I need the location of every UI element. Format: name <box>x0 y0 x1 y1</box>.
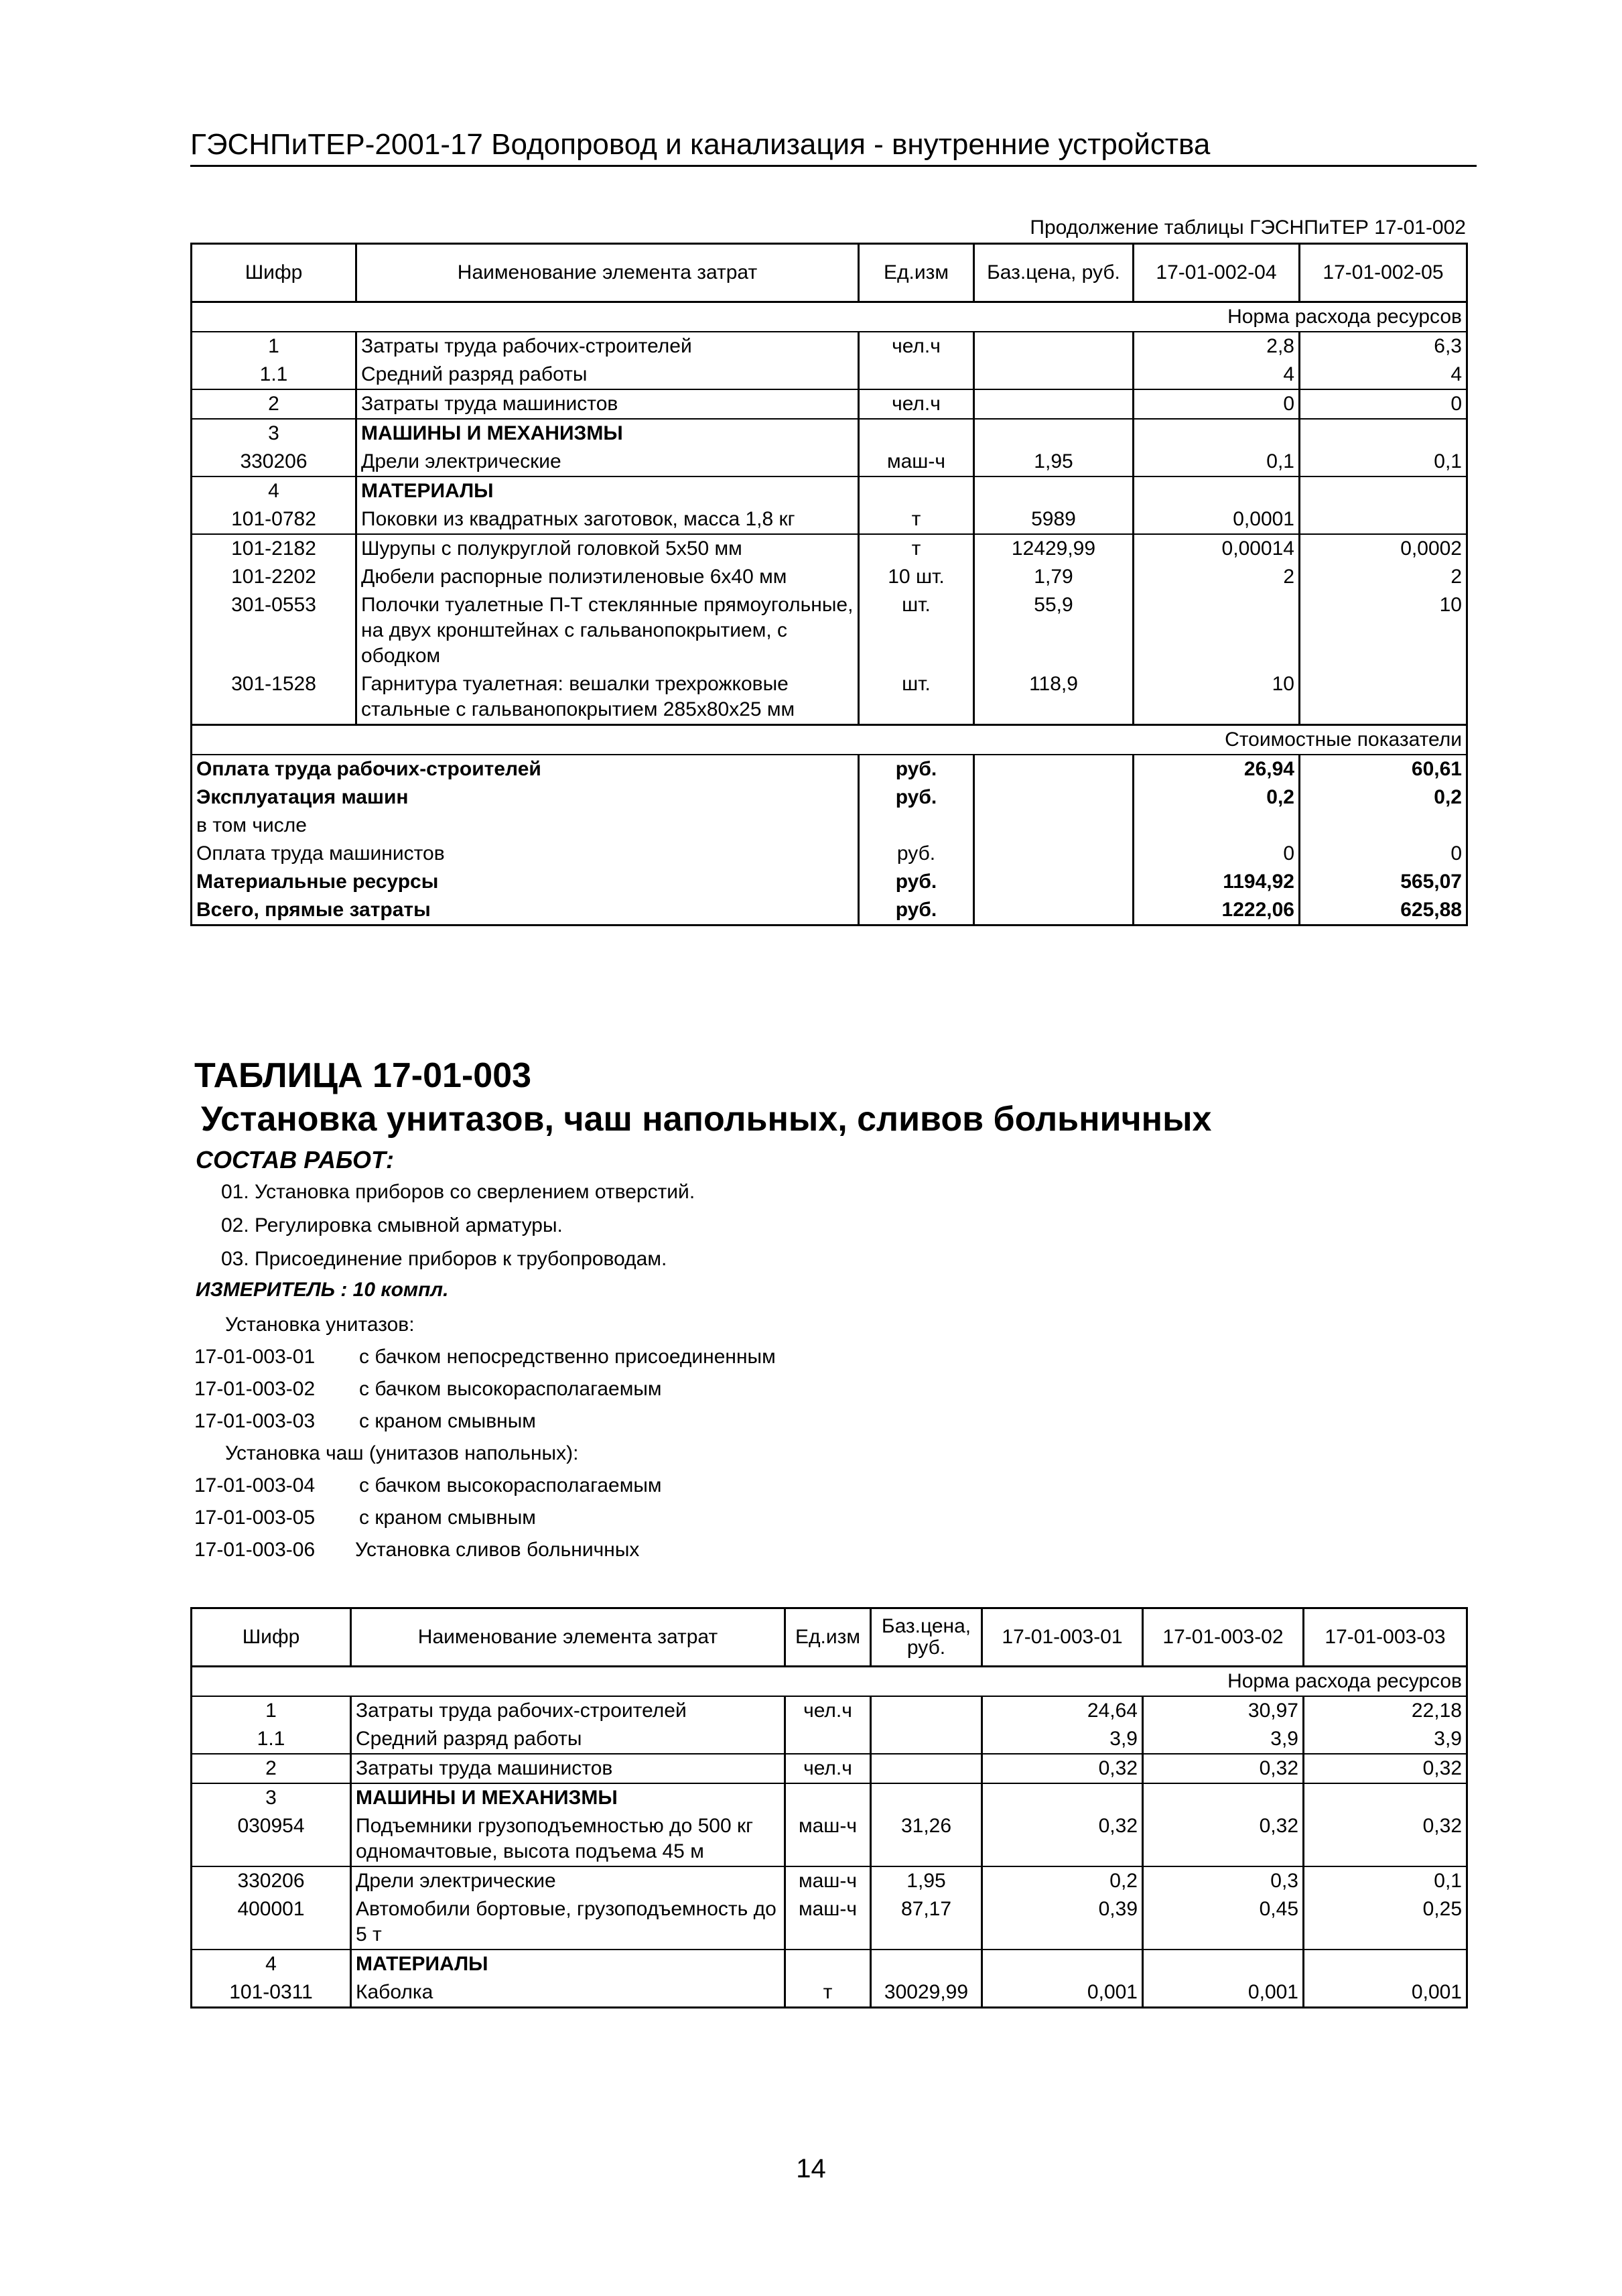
row-value-1: 0,32 <box>982 1754 1143 1783</box>
table-row <box>192 448 1467 476</box>
table-row <box>192 505 1467 534</box>
row-unit: чел.ч <box>785 1754 871 1783</box>
row-price <box>974 332 1134 361</box>
row-name: Средний разряд работы <box>351 1725 785 1754</box>
norm-caption: Норма расхода ресурсов <box>192 302 1467 332</box>
variant-code: 17-01-003-06 <box>194 1539 316 1561</box>
row-value-2 <box>1300 419 1467 448</box>
row-unit <box>859 361 974 389</box>
row-value-2 <box>1300 505 1467 534</box>
row-price <box>871 1950 982 1978</box>
table-row <box>192 563 1467 591</box>
cost-name: в том числе <box>192 812 859 840</box>
cost-value-2: 60,61 <box>1300 755 1467 783</box>
page-header: ГЭСНПиТЕР-2001-17 Водопровод и канализация - внутренние устройства <box>190 127 1477 167</box>
row-name: Шурупы с полукруглой головкой 5х50 мм <box>356 534 859 563</box>
table-row <box>192 1754 1467 1783</box>
variant-code: 17-01-003-03 <box>194 1410 316 1432</box>
table-row <box>192 591 1467 670</box>
row-unit: шт. <box>859 591 974 670</box>
row-name: Автомобили бортовые, грузоподъемность до 5 т <box>351 1895 785 1950</box>
cost-name: Всего, прямые затраты <box>192 896 859 926</box>
row-price: 5989 <box>974 505 1134 534</box>
work-item: 03. Присоединение приборов к трубопроводам. <box>221 1248 667 1270</box>
table-row <box>192 1950 1467 1978</box>
row-value-3: 0,25 <box>1304 1895 1467 1950</box>
row-value-3: 3,9 <box>1304 1725 1467 1754</box>
row-code: 101-0311 <box>229 1981 313 2003</box>
row-value-1: 0 <box>1134 389 1300 419</box>
row-code: 330206 <box>192 1866 351 1895</box>
row-code: 101-0782 <box>231 508 316 530</box>
col-header-variant-2: 17-01-002-05 <box>1300 244 1467 302</box>
cost-row <box>192 812 1467 840</box>
row-price <box>871 1783 982 1812</box>
row-name: МАТЕРИАЛЫ <box>356 476 859 505</box>
cost-unit: руб. <box>859 755 974 783</box>
col-header-variant-2: 17-01-003-02 <box>1143 1608 1304 1667</box>
row-price <box>871 1754 982 1783</box>
table-row <box>192 1696 1467 1725</box>
row-value-1: 0,32 <box>982 1812 1143 1866</box>
cost-name: Материальные ресурсы <box>192 868 859 896</box>
row-unit: т <box>859 505 974 534</box>
col-header-unit: Ед.изм <box>785 1608 871 1667</box>
col-header-code: Шифр <box>192 1608 351 1667</box>
row-value-1: 4 <box>1134 361 1300 389</box>
row-value-2: 4 <box>1300 361 1467 389</box>
row-price: 87,17 <box>871 1895 982 1950</box>
variant-code: 17-01-003-01 <box>194 1346 316 1368</box>
row-value-1 <box>1134 419 1300 448</box>
row-value-2: 0,45 <box>1143 1895 1304 1950</box>
cost-name: Оплата труда машинистов <box>192 840 859 868</box>
row-unit <box>859 476 974 505</box>
row-unit <box>859 419 974 448</box>
row-price: 31,26 <box>871 1812 982 1866</box>
row-price: 12429,99 <box>974 534 1134 563</box>
row-unit: чел.ч <box>859 389 974 419</box>
variant-code: 17-01-003-04 <box>194 1474 316 1496</box>
cost-unit: руб. <box>859 868 974 896</box>
row-name: МАТЕРИАЛЫ <box>351 1950 785 1978</box>
row-name: Каболка <box>351 1978 785 2008</box>
row-value-1: 0,2 <box>982 1866 1143 1895</box>
work-item: 01. Установка приборов со сверлением отверстий. <box>221 1181 695 1203</box>
row-value-1: 0,1 <box>1134 448 1300 476</box>
row-unit: чел.ч <box>785 1696 871 1725</box>
row-value-2 <box>1300 670 1467 725</box>
table-row <box>192 1783 1467 1812</box>
row-name: Затраты труда машинистов <box>356 389 859 419</box>
cost-price <box>974 783 1134 812</box>
cost-price <box>974 755 1134 783</box>
row-price: 1,95 <box>871 1866 982 1895</box>
row-value-1 <box>982 1950 1143 1978</box>
row-name: МАШИНЫ И МЕХАНИЗМЫ <box>351 1783 785 1812</box>
variant-text: с краном смывным <box>359 1410 536 1432</box>
work-composition-heading: СОСТАВ РАБОТ: <box>196 1146 394 1173</box>
row-value-3: 0,32 <box>1304 1812 1467 1866</box>
row-price: 30029,99 <box>871 1978 982 2008</box>
work-item: 02. Регулировка смывной арматуры. <box>221 1214 563 1236</box>
col-header-name: Наименование элемента затрат <box>356 244 859 302</box>
norm-caption: Норма расхода ресурсов <box>192 1667 1467 1697</box>
row-value-1: 2 <box>1134 563 1300 591</box>
table-row <box>192 332 1467 361</box>
row-code: 3 <box>192 1783 351 1812</box>
cost-price <box>974 868 1134 896</box>
row-name: Поковки из квадратных заготовок, масса 1,8 кг <box>356 505 859 534</box>
table-continuation-caption: Продолжение таблицы ГЭСНПиТЕР 17-01-002 <box>1030 216 1466 239</box>
row-value-1: 0,001 <box>982 1978 1143 2008</box>
table-row <box>192 389 1467 419</box>
row-value-3: 0,32 <box>1304 1754 1467 1783</box>
table-row <box>192 361 1467 389</box>
row-code: 2 <box>192 389 356 419</box>
table-title: ТАБЛИЦА 17-01-003 <box>194 1056 532 1095</box>
table-row <box>192 1895 1467 1950</box>
table-row <box>192 419 1467 448</box>
col-header-code: Шифр <box>192 244 356 302</box>
row-value-2: 30,97 <box>1143 1696 1304 1725</box>
row-value-2: 0,001 <box>1143 1978 1304 2008</box>
row-value-3 <box>1304 1950 1467 1978</box>
row-price: 55,9 <box>974 591 1134 670</box>
row-name: Дрели электрические <box>351 1866 785 1895</box>
row-code: 4 <box>192 476 356 505</box>
row-value-1: 3,9 <box>982 1725 1143 1754</box>
cost-price <box>974 812 1134 840</box>
variant-code: 17-01-003-05 <box>194 1507 316 1529</box>
row-value-3: 0,1 <box>1304 1866 1467 1895</box>
row-name: Дрели электрические <box>356 448 859 476</box>
row-name: Дюбели распорные полиэтиленовые 6х40 мм <box>356 563 859 591</box>
table-subtitle: Установка унитазов, чаш напольных, сливов больничных <box>201 1100 1212 1139</box>
table-row <box>192 1725 1467 1754</box>
row-code: 1 <box>265 1700 277 1722</box>
cost-value-2 <box>1300 812 1467 840</box>
cost-value-2: 0 <box>1300 840 1467 868</box>
table-row <box>192 476 1467 505</box>
variant-group-label: Установка чаш (унитазов напольных): <box>225 1442 579 1464</box>
col-header-price: Баз.цена, руб. <box>974 244 1134 302</box>
row-code: 1.1 <box>259 363 288 385</box>
page-number: 14 <box>796 2154 826 2183</box>
row-value-1: 0,39 <box>982 1895 1143 1950</box>
cost-value-1 <box>1134 812 1300 840</box>
row-name: Затраты труда рабочих-строителей <box>356 332 859 361</box>
measure-label: ИЗМЕРИТЕЛЬ : <box>196 1279 348 1301</box>
row-value-2: 0,3 <box>1143 1866 1304 1895</box>
row-code: 1.1 <box>257 1728 285 1750</box>
variant-text: с бачком непосредственно присоединенным <box>359 1346 776 1368</box>
row-value-2: 0,1 <box>1300 448 1467 476</box>
row-code: 1 <box>268 335 279 357</box>
variant-text: с бачком высокорасполагаемым <box>359 1474 662 1496</box>
row-name: Затраты труда рабочих-строителей <box>351 1696 785 1725</box>
measure-value: 10 компл. <box>352 1279 449 1301</box>
cost-row <box>192 840 1467 868</box>
row-value-3: 22,18 <box>1304 1696 1467 1725</box>
row-code: 101-2182 <box>192 534 356 563</box>
row-code: 330206 <box>240 450 308 472</box>
row-price: 1,95 <box>974 448 1134 476</box>
cost-row <box>192 783 1467 812</box>
cost-name: Оплата труда рабочих-строителей <box>192 755 859 783</box>
row-value-1 <box>1134 591 1300 670</box>
variant-text: с краном смывным <box>359 1507 536 1529</box>
col-header-price: Баз.цена, руб. <box>871 1608 982 1667</box>
resource-table-17-01-003 <box>190 1607 1468 2008</box>
row-unit: маш-ч <box>785 1866 871 1895</box>
row-value-2: 0 <box>1300 389 1467 419</box>
cost-unit <box>859 812 974 840</box>
row-value-2: 0,0002 <box>1300 534 1467 563</box>
col-header-variant-1: 17-01-002-04 <box>1134 244 1300 302</box>
row-name: Полочки туалетные П-Т стеклянные прямоугольные, на двух кронштейнах с гальванопокрытием, с ободком <box>356 591 859 670</box>
cost-caption: Стоимостные показатели <box>192 725 1467 755</box>
row-unit: маш-ч <box>785 1812 871 1866</box>
row-value-1: 24,64 <box>982 1696 1143 1725</box>
row-value-2 <box>1300 476 1467 505</box>
row-price <box>974 419 1134 448</box>
table-row <box>192 670 1467 725</box>
row-value-1: 0,0001 <box>1134 505 1300 534</box>
resource-table-17-01-002 <box>190 243 1468 926</box>
row-unit: маш-ч <box>785 1895 871 1950</box>
cost-value-1: 1194,92 <box>1134 868 1300 896</box>
row-unit: 10 шт. <box>859 563 974 591</box>
row-value-2: 2 <box>1300 563 1467 591</box>
col-header-name: Наименование элемента затрат <box>351 1608 785 1667</box>
row-unit <box>785 1725 871 1754</box>
cost-name: Эксплуатация машин <box>192 783 859 812</box>
cost-value-1: 26,94 <box>1134 755 1300 783</box>
cost-value-2: 625,88 <box>1300 896 1467 926</box>
row-name: Подъемники грузоподъемностью до 500 кг одномачтовые, высота подъема 45 м <box>351 1812 785 1866</box>
row-price <box>974 389 1134 419</box>
cost-value-1: 0,2 <box>1134 783 1300 812</box>
table-row <box>192 1978 1467 2008</box>
row-unit <box>785 1950 871 1978</box>
row-code: 101-2202 <box>231 566 316 588</box>
row-name: МАШИНЫ И МЕХАНИЗМЫ <box>356 419 859 448</box>
variant-code: 17-01-003-02 <box>194 1378 316 1400</box>
row-value-2 <box>1143 1950 1304 1978</box>
row-code: 301-1528 <box>231 673 316 695</box>
cost-row <box>192 755 1467 783</box>
cost-value-2: 0,2 <box>1300 783 1467 812</box>
row-value-2 <box>1143 1783 1304 1812</box>
row-code: 2 <box>192 1754 351 1783</box>
cost-row <box>192 868 1467 896</box>
col-header-unit: Ед.изм <box>859 244 974 302</box>
row-code: 4 <box>192 1950 351 1978</box>
row-unit: маш-ч <box>859 448 974 476</box>
row-value-1: 2,8 <box>1134 332 1300 361</box>
row-code: 030954 <box>237 1815 305 1837</box>
row-value-2: 6,3 <box>1300 332 1467 361</box>
row-value-2: 0,32 <box>1143 1754 1304 1783</box>
variant-text: с бачком высокорасполагаемым <box>359 1378 662 1400</box>
row-price <box>871 1696 982 1725</box>
row-unit: чел.ч <box>859 332 974 361</box>
row-value-3 <box>1304 1783 1467 1812</box>
table-row <box>192 534 1467 563</box>
row-code: 301-0553 <box>231 594 316 616</box>
row-price <box>871 1725 982 1754</box>
row-name: Затраты труда машинистов <box>351 1754 785 1783</box>
row-code: 400001 <box>237 1898 305 1920</box>
row-value-2: 0,32 <box>1143 1812 1304 1866</box>
row-price <box>974 476 1134 505</box>
table-row <box>192 1866 1467 1895</box>
row-unit: шт. <box>859 670 974 725</box>
row-value-1: 0,00014 <box>1134 534 1300 563</box>
variant-text: Установка сливов больничных <box>355 1539 640 1561</box>
row-price: 1,79 <box>974 563 1134 591</box>
table-row <box>192 1812 1467 1866</box>
cost-value-1: 0 <box>1134 840 1300 868</box>
cost-price <box>974 896 1134 926</box>
cost-value-1: 1222,06 <box>1134 896 1300 926</box>
col-header-variant-3: 17-01-003-03 <box>1304 1608 1467 1667</box>
cost-unit: руб. <box>859 896 974 926</box>
cost-unit: руб. <box>859 783 974 812</box>
row-name: Гарнитура туалетная: вешалки трехрожковые стальные с гальванопокрытием 285х80х25 мм <box>356 670 859 725</box>
measure-line <box>196 1279 448 1301</box>
row-value-1: 10 <box>1134 670 1300 725</box>
cost-row <box>192 896 1467 926</box>
row-unit: т <box>859 534 974 563</box>
row-unit: т <box>785 1978 871 2008</box>
row-price: 118,9 <box>974 670 1134 725</box>
cost-unit: руб. <box>859 840 974 868</box>
row-unit <box>785 1783 871 1812</box>
row-value-1 <box>982 1783 1143 1812</box>
row-value-1 <box>1134 476 1300 505</box>
cost-value-2: 565,07 <box>1300 868 1467 896</box>
row-code: 3 <box>192 419 356 448</box>
row-name: Средний разряд работы <box>356 361 859 389</box>
cost-price <box>974 840 1134 868</box>
col-header-variant-1: 17-01-003-01 <box>982 1608 1143 1667</box>
variant-group-label: Установка унитазов: <box>225 1314 415 1336</box>
row-price <box>974 361 1134 389</box>
row-value-3: 0,001 <box>1304 1978 1467 2008</box>
row-value-2: 10 <box>1300 591 1467 670</box>
row-value-2: 3,9 <box>1143 1725 1304 1754</box>
